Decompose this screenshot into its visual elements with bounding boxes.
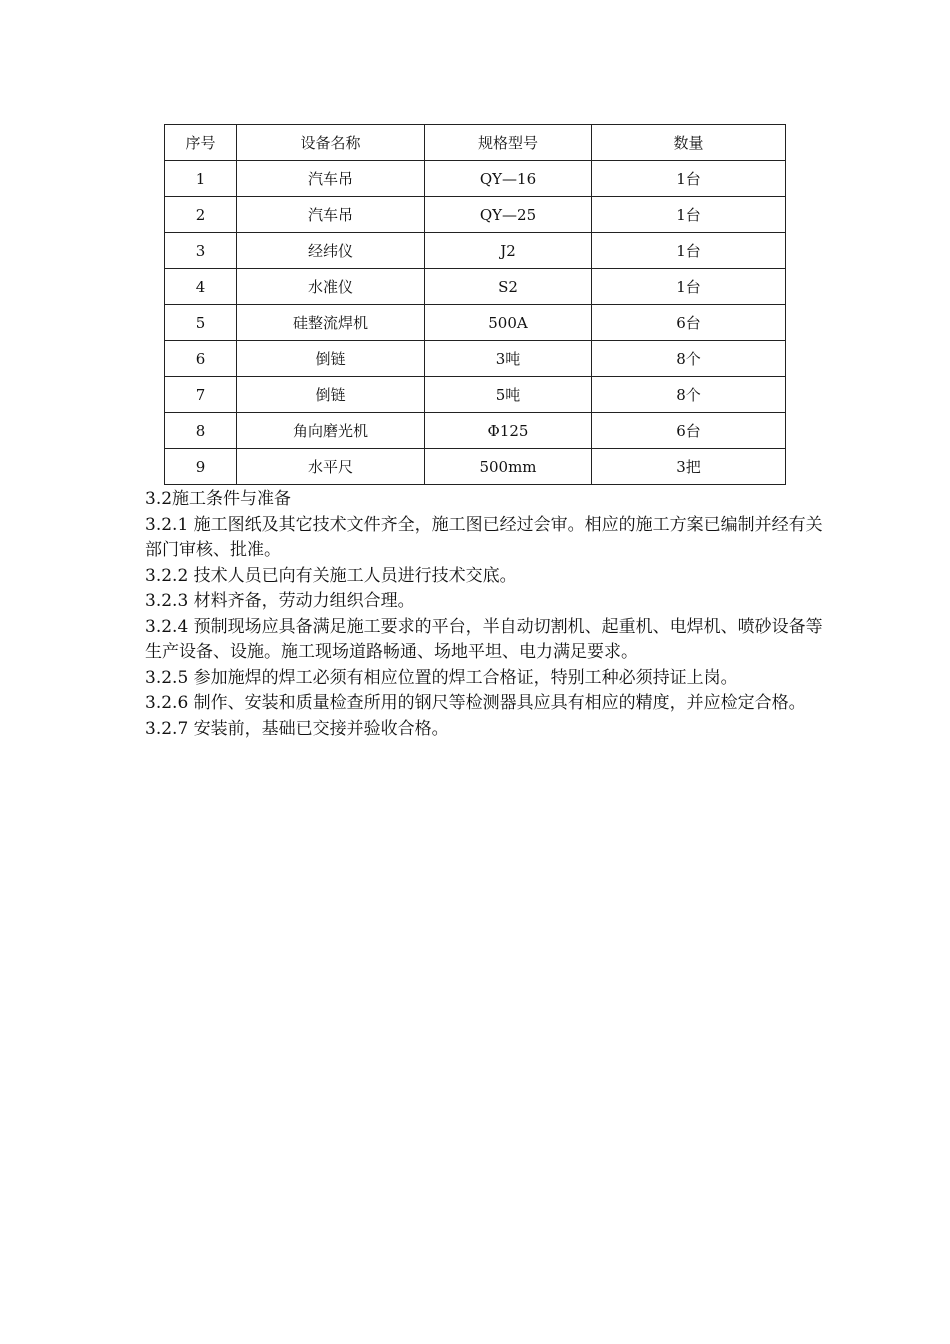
- cell-model: Φ125: [425, 413, 592, 449]
- paragraph-3-2-1: 3.2.1 施工图纸及其它技术文件齐全，施工图已经过会审。相应的施工方案已编制并经有关部门审核、批准。: [145, 514, 823, 560]
- paragraph-3-2-6: 3.2.6 制作、安装和质量检查所用的钢尺等检测器具应具有相应的精度，并应检定合格。: [145, 693, 806, 713]
- paragraph-3-2-3: 3.2.3 材料齐备，劳动力组织合理。: [145, 591, 415, 611]
- cell-model: QY—16: [425, 161, 592, 197]
- cell-no: 5: [165, 305, 237, 341]
- cell-name: 角向磨光机: [237, 413, 425, 449]
- cell-model: 3吨: [425, 341, 592, 377]
- table-row: [165, 341, 786, 377]
- cell-qty: 1台: [592, 269, 786, 305]
- cell-model: QY—25: [425, 197, 592, 233]
- cell-qty: 1台: [592, 197, 786, 233]
- cell-qty: 3把: [592, 449, 786, 485]
- cell-qty: 6台: [592, 305, 786, 341]
- table-row: [165, 233, 786, 269]
- cell-no: 1: [165, 161, 237, 197]
- header-model: 规格型号: [425, 125, 592, 161]
- section-heading: 3.2施工条件与准备: [145, 489, 292, 509]
- cell-model: 500A: [425, 305, 592, 341]
- cell-name: 水平尺: [237, 449, 425, 485]
- cell-model: 500mm: [425, 449, 592, 485]
- table-row: [165, 305, 786, 341]
- table-row: [165, 161, 786, 197]
- table-row: [165, 377, 786, 413]
- table-row: [165, 449, 786, 485]
- header-qty: 数量: [592, 125, 786, 161]
- section-body: [145, 487, 825, 742]
- cell-qty: 8个: [592, 377, 786, 413]
- table-row: [165, 197, 786, 233]
- cell-no: 6: [165, 341, 237, 377]
- equipment-table: [164, 124, 786, 485]
- table-row: [165, 413, 786, 449]
- cell-model: 5吨: [425, 377, 592, 413]
- cell-name: 倒链: [237, 377, 425, 413]
- cell-qty: 8个: [592, 341, 786, 377]
- table-row: [165, 269, 786, 305]
- cell-name: 水准仪: [237, 269, 425, 305]
- cell-no: 3: [165, 233, 237, 269]
- cell-model: S2: [425, 269, 592, 305]
- cell-no: 2: [165, 197, 237, 233]
- paragraph-3-2-5: 3.2.5 参加施焊的焊工必须有相应位置的焊工合格证，特别工种必须持证上岗。: [145, 667, 738, 688]
- cell-name: 倒链: [237, 341, 425, 377]
- paragraph-3-2-2: 3.2.2 技术人员已向有关施工人员进行技术交底。: [145, 565, 517, 586]
- cell-qty: 1台: [592, 233, 786, 269]
- cell-no: 9: [165, 449, 237, 485]
- header-no: 序号: [165, 125, 237, 161]
- cell-model: J2: [425, 233, 592, 269]
- cell-name: 汽车吊: [237, 197, 425, 233]
- header-name: 设备名称: [237, 125, 425, 161]
- cell-name: 硅整流焊机: [237, 305, 425, 341]
- cell-no: 7: [165, 377, 237, 413]
- paragraph-3-2-7: 3.2.7 安装前，基础已交接并验收合格。: [145, 718, 449, 739]
- cell-name: 汽车吊: [237, 161, 425, 197]
- cell-qty: 6台: [592, 413, 786, 449]
- cell-name: 经纬仪: [237, 233, 425, 269]
- table-header-row: [165, 125, 786, 161]
- paragraph-3-2-4: 3.2.4 预制现场应具备满足施工要求的平台，半自动切割机、起重机、电焊机、喷砂设备等生产设备、设施。施工现场道路畅通、场地平坦、电力满足要求。: [145, 616, 823, 662]
- cell-qty: 1台: [592, 161, 786, 197]
- cell-no: 4: [165, 269, 237, 305]
- cell-no: 8: [165, 413, 237, 449]
